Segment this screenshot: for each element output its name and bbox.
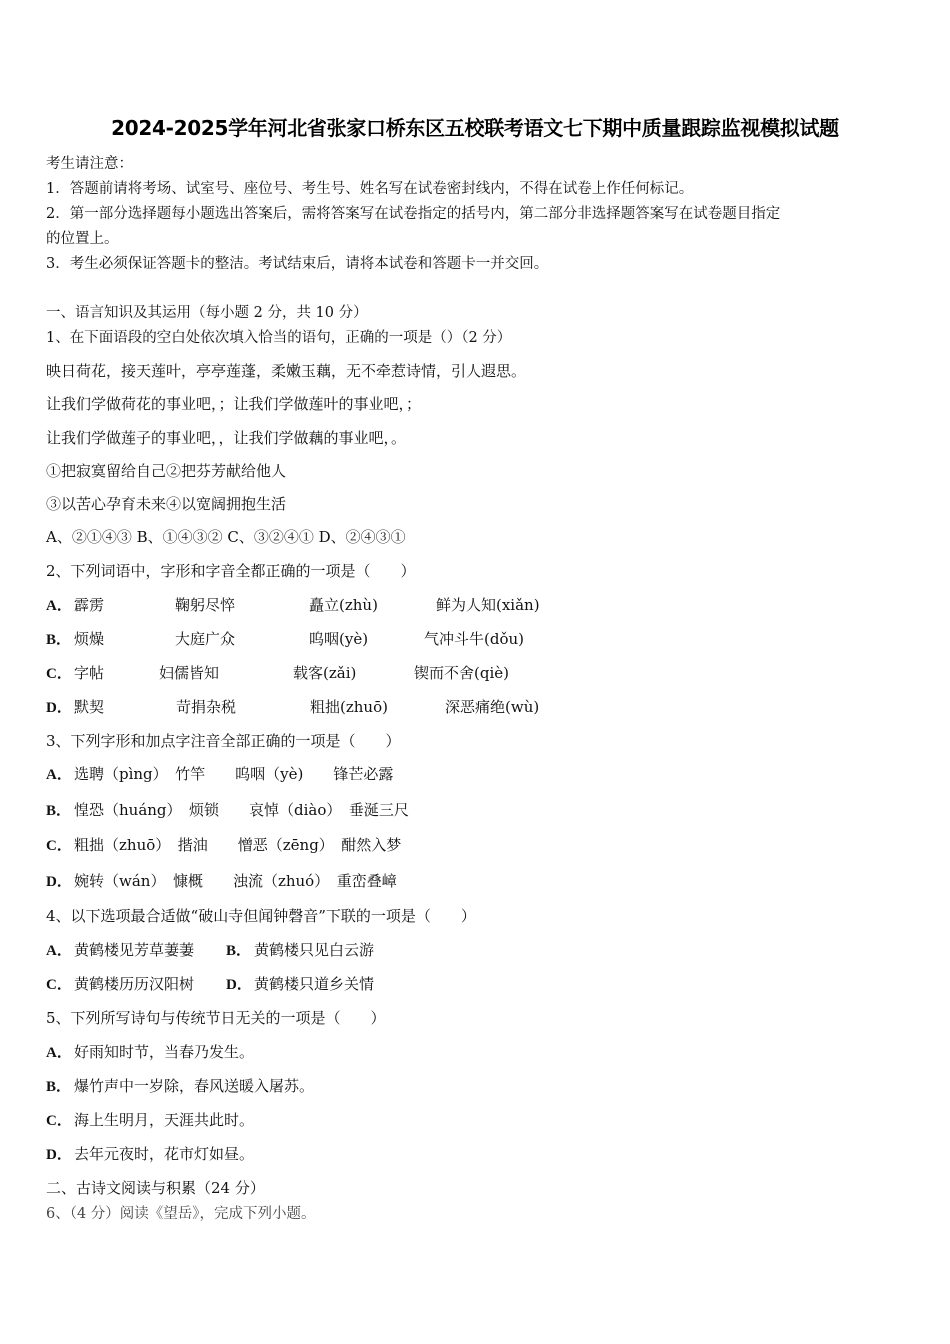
- section-2-heading: 二、古诗文阅读与积累（24 分）: [46, 1179, 265, 1197]
- option-cell: 呜咽(yè): [309, 630, 369, 648]
- q1-answers: A、②①④③ B、①④③② C、③②④① D、②④③①: [46, 528, 406, 546]
- notice-item-2: 2．第一部分选择题每小题选出答案后，需将答案写在试卷指定的括号内，第二部分非选择题答案写在试卷题目指定: [46, 206, 781, 222]
- q1-choices-1: ①把寂寞留给自己②把芬芳献给他人: [46, 462, 287, 480]
- q1-passage-1: 映日荷花，接天莲叶，亭亭莲蓬，柔嫩玉藕，无不牵惹诗情，引人遐思。: [46, 362, 527, 380]
- option-cell: 大庭广众: [175, 630, 236, 648]
- option-cell: 霹雳: [74, 596, 105, 614]
- notice-item-2-cont: 的位置上。: [46, 231, 119, 247]
- notice-item-1: 1．答题前请将考场、试室号、座位号、考生号、姓名写在试卷密封线内，不得在试卷上作任何标记。: [46, 181, 694, 197]
- q1-stem: 1、在下面语段的空白处依次填入恰当的语句，正确的一项是（）（2 分）: [46, 330, 512, 346]
- option-label: A．: [46, 598, 72, 614]
- option-label: A．: [46, 943, 72, 959]
- document-title: 2024-2025学年河北省张家口桥东区五校联考语文七下期中质量跟踪监视模拟试题: [111, 116, 839, 140]
- option-text: 黄鹤楼见芳草萋萋: [74, 941, 195, 959]
- option-label: C．: [46, 977, 72, 993]
- option-text: 黄鹤楼历历汉阳树: [74, 975, 195, 993]
- notice-item-3: 3．考生必须保证答题卡的整洁。考试结束后，请将本试卷和答题卡一并交回。: [46, 256, 549, 272]
- option-text: 婉转（wán） 慷概 浊流（zhuó） 重峦叠嶂: [74, 872, 397, 890]
- option-text: 粗拙（zhuō） 揩油 憎恶（zēng） 酣然入梦: [74, 836, 402, 854]
- option-text: 黄鹤楼只道乡关情: [254, 975, 375, 993]
- option-label: A．: [46, 1045, 72, 1061]
- q1-choices-2: ③以苦心孕育未来④以宽阔拥抱生活: [46, 495, 287, 513]
- option-cell: 字帖: [74, 664, 105, 682]
- option-text: 好雨知时节，当春乃发生。: [74, 1043, 255, 1061]
- option-label: D．: [46, 700, 72, 716]
- option-label: B．: [46, 1079, 72, 1095]
- option-cell: 矗立(zhù): [309, 596, 378, 614]
- option-cell: 载客(zǎi): [293, 664, 357, 682]
- section-1-heading: 一、语言知识及其运用（每小题 2 分，共 10 分）: [46, 305, 368, 321]
- option-cell: 苛捐杂税: [176, 698, 237, 716]
- option-label: A．: [46, 767, 72, 783]
- option-label: B．: [46, 632, 72, 648]
- option-label: D．: [226, 977, 252, 993]
- notice-heading: 考生请注意：: [46, 156, 133, 172]
- option-cell: 鞠躬尽悴: [175, 596, 236, 614]
- option-text: 选聘（pìng） 竹竿 呜咽（yè) 锋芒必露: [74, 765, 394, 783]
- option-label: B．: [46, 803, 72, 819]
- option-label: C．: [46, 666, 72, 682]
- q1-passage-3: 让我们学做莲子的事业吧，，让我们学做藕的事业吧，。: [46, 429, 407, 447]
- option-cell: 妇儒皆知: [159, 664, 220, 682]
- option-text: 惶恐（huáng） 烦锁 哀悼（diào） 垂涎三尺: [74, 801, 409, 819]
- q1-passage-2: 让我们学做荷花的事业吧，；让我们学做莲叶的事业吧，；: [46, 395, 422, 413]
- option-cell: 气冲斗牛(dǒu): [424, 630, 524, 648]
- option-cell: 粗拙(zhuō): [310, 698, 388, 716]
- option-text: 海上生明月，天涯共此时。: [74, 1111, 255, 1129]
- option-text: 爆竹声中一岁除，春风送暖入屠苏。: [74, 1077, 315, 1095]
- q2-stem: 2、下列词语中，字形和字音全都正确的一项是（ ）: [46, 562, 416, 580]
- option-cell: 鲜为人知(xiǎn): [436, 596, 540, 614]
- option-label: D．: [46, 1147, 72, 1163]
- option-label: C．: [46, 1113, 72, 1129]
- option-text: 去年元夜时，花市灯如昼。: [74, 1145, 255, 1163]
- q5-stem: 5、下列所写诗句与传统节日无关的一项是（ ）: [46, 1009, 386, 1027]
- option-label: D．: [46, 874, 72, 890]
- q3-stem: 3、下列字形和加点字注音全部正确的一项是（ ）: [46, 732, 401, 750]
- option-label: B．: [226, 943, 252, 959]
- q6-stem: 6、（4 分）阅读《望岳》，完成下列小题。: [46, 1206, 316, 1222]
- option-cell: 深恶痛绝(wù): [445, 698, 540, 716]
- option-cell: 默契: [74, 698, 105, 716]
- option-cell: 锲而不舍(qiè): [414, 664, 509, 682]
- q4-stem: 4、以下选项最合适做“破山寺但闻钟磬音”下联的一项是（ ）: [46, 907, 476, 925]
- option-cell: 烦燥: [74, 630, 105, 648]
- option-text: 黄鹤楼只见白云游: [254, 941, 375, 959]
- option-label: C．: [46, 838, 72, 854]
